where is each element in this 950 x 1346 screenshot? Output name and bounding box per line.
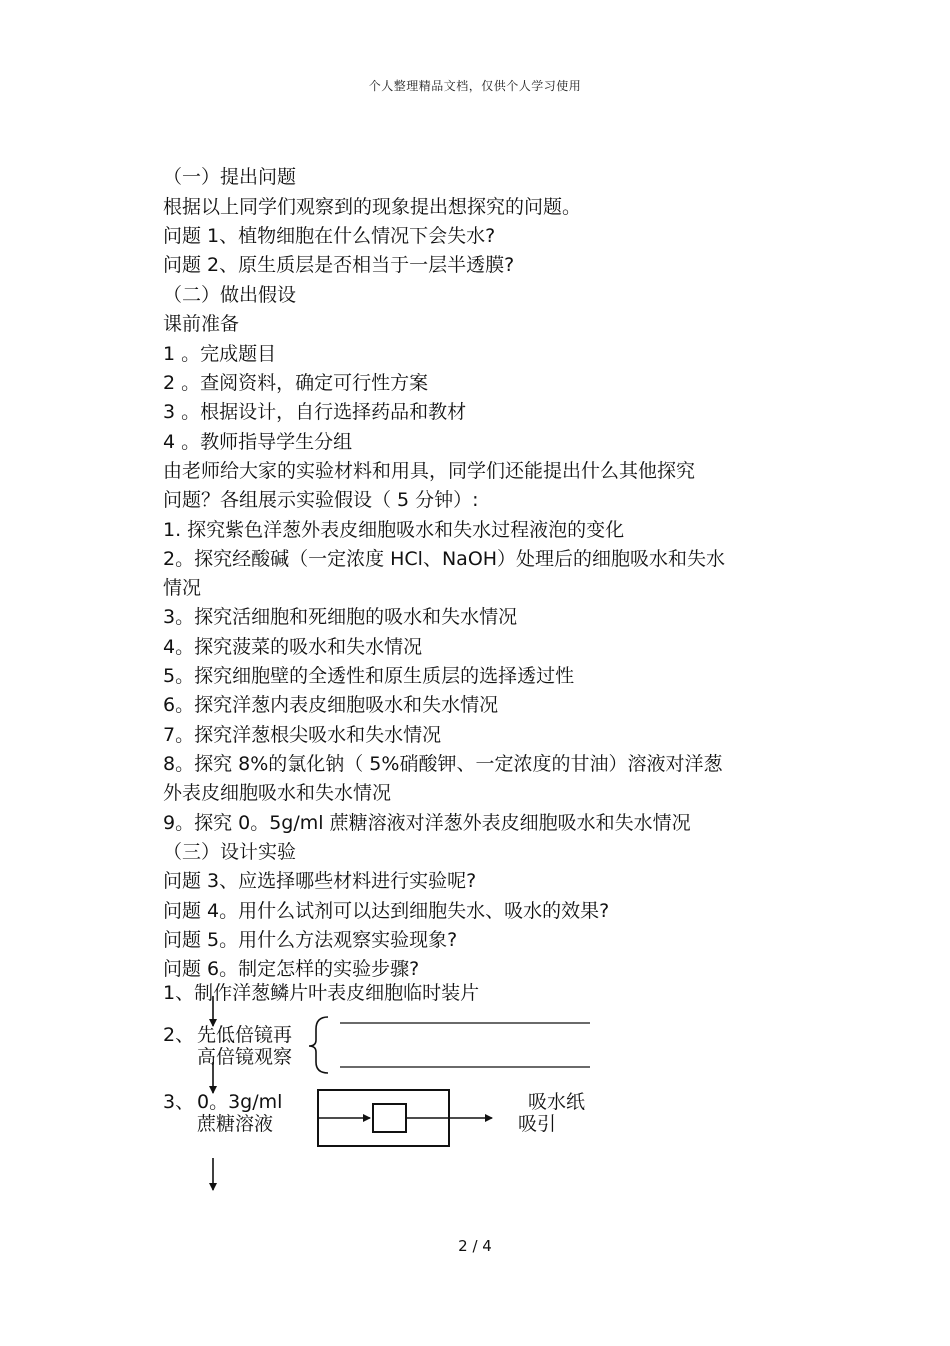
hypothesis-item: 4。探究菠菜的吸水和失水情况 <box>163 636 423 658</box>
list-item: 2 。查阅资料，确定可行性方案 <box>163 372 429 394</box>
blotting-paper-label-2: 吸引 <box>518 1113 557 1135</box>
question-6: 问题 6。制定怎样的实验步骤? <box>163 958 420 980</box>
page-header: 个人整理精品文档，仅供个人学习使用 <box>368 79 582 93</box>
text-line: 由老师给大家的实验材料和用具，同学们还能提出什么其他探究 <box>163 460 696 482</box>
step-3-concentration: 0。3g/ml <box>197 1091 283 1113</box>
hypothesis-item: 2。探究经酸碱（一定浓度 HCl、NaOH）处理后的细胞吸水和失水 <box>163 548 726 570</box>
curly-brace <box>309 1017 328 1073</box>
hypothesis-item: 3。探究活细胞和死细胞的吸水和失水情况 <box>163 606 518 628</box>
text-line: 问题？各组展示实验假设（ 5 分钟）: <box>163 489 479 511</box>
question-1: 问题 1、植物细胞在什么情况下会失水? <box>163 225 496 247</box>
process-box <box>318 1090 449 1146</box>
question-5: 问题 5。用什么方法观察实验现象? <box>163 929 458 951</box>
list-item: 3 。根据设计，自行选择药品和教材 <box>163 401 467 423</box>
hypothesis-item: 8。探究 8%的氯化钠（ 5%硝酸钾、一定浓度的甘油）溶液对洋葱 <box>163 753 723 775</box>
hypothesis-item: 1. 探究紫色洋葱外表皮细胞吸水和失水过程液泡的变化 <box>163 519 625 541</box>
section-heading-2: （二）做出假设 <box>163 284 297 306</box>
step-2-label: 先低倍镜再 <box>197 1024 293 1046</box>
section-heading-1: （一）提出问题 <box>163 166 297 188</box>
hypothesis-item: 5。探究细胞壁的全透性和原生质层的选择透过性 <box>163 665 575 687</box>
step-1: 1、制作洋葱鳞片叶表皮细胞临时装片 <box>163 982 480 1004</box>
blotting-paper-label: 吸水纸 <box>528 1091 586 1113</box>
step-3-solution: 蔗糖溶液 <box>197 1113 274 1135</box>
question-4: 问题 4。用什么试剂可以达到细胞失水、吸水的效果? <box>163 900 610 922</box>
list-item: 1 。完成题目 <box>163 343 277 365</box>
step-3-number: 3、 <box>163 1091 195 1113</box>
step-2-label-2: 高倍镜观察 <box>197 1046 293 1068</box>
inner-box <box>373 1104 406 1132</box>
question-2: 问题 2、原生质层是否相当于一层半透膜? <box>163 254 515 276</box>
page-number: 2 / 4 <box>458 1237 492 1255</box>
list-item: 4 。教师指导学生分组 <box>163 431 353 453</box>
hypothesis-item: 情况 <box>163 577 202 599</box>
text-line: 课前准备 <box>163 313 240 335</box>
hypothesis-item: 6。探究洋葱内表皮细胞吸水和失水情况 <box>163 694 499 716</box>
section-heading-3: （三）设计实验 <box>163 841 297 863</box>
hypothesis-item: 外表皮细胞吸水和失水情况 <box>163 782 392 804</box>
step-2-number: 2、 <box>163 1024 195 1046</box>
text-line: 根据以上同学们观察到的现象提出想探究的问题。 <box>163 196 582 218</box>
hypothesis-item: 7。探究洋葱根尖吸水和失水情况 <box>163 724 442 746</box>
question-3: 问题 3、应选择哪些材料进行实验呢? <box>163 870 477 892</box>
hypothesis-item: 9。探究 0。5g/ml 蔗糖溶液对洋葱外表皮细胞吸水和失水情况 <box>163 812 691 834</box>
